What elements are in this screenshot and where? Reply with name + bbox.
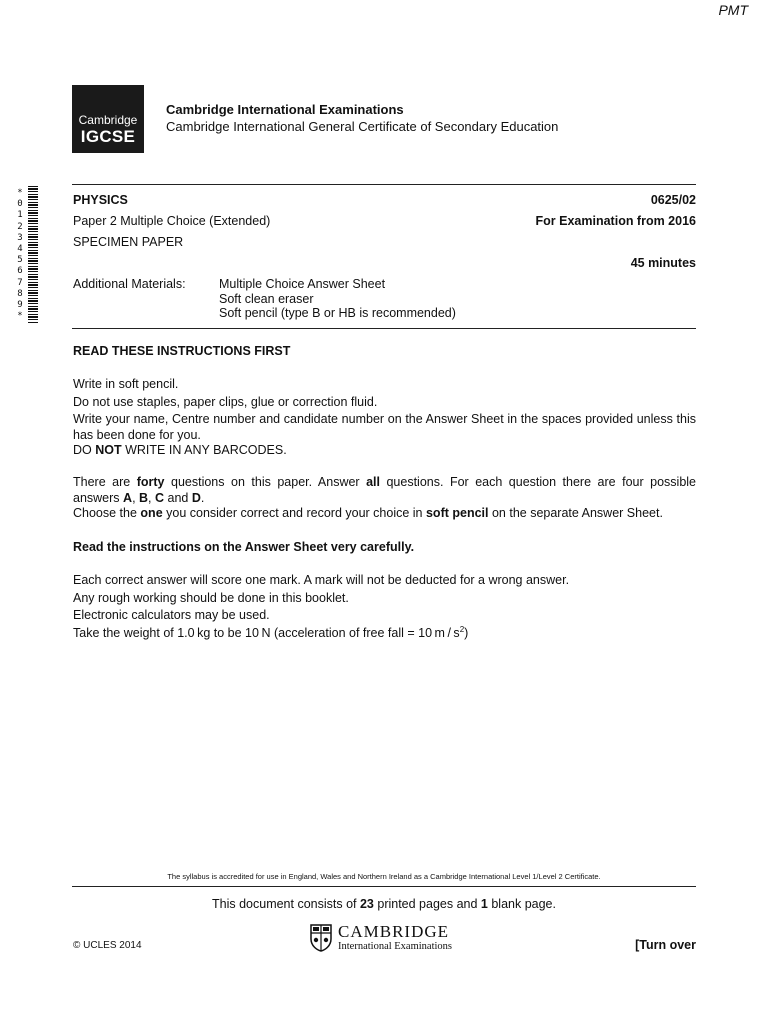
barcode-digit: 9: [17, 300, 23, 311]
logo-line-igcse: IGCSE: [80, 127, 136, 146]
barcode-digit: 7: [17, 277, 23, 288]
barcode-digit: 5: [17, 255, 23, 266]
footer-divider: [72, 886, 696, 887]
read-answer-sheet: Read the instructions on the Answer Sheet very carefully.: [73, 540, 415, 554]
instructions-block-1: [73, 377, 696, 459]
barcode-digit: 3: [17, 232, 23, 243]
barcode-digits: [15, 188, 25, 322]
instruction-forty: There are forty questions on this paper. Answer all questions. For each question there are four possible answers A, B, C and D.: [73, 475, 696, 505]
instruction-line: Each correct answer will score one mark. A mark will not be deducted for a wrong answer.: [73, 573, 570, 587]
logo-line-cambridge: Cambridge: [78, 113, 138, 127]
cambridge-wordmark: [310, 922, 452, 954]
instructions-block-2: [73, 475, 696, 522]
header-qualification: Cambridge International General Certificate of Secondary Education: [166, 119, 559, 134]
barcode-digit: 1: [17, 210, 23, 221]
instruction-barcodes: DO NOT WRITE IN ANY BARCODES.: [73, 443, 287, 457]
subject: PHYSICS: [73, 193, 128, 207]
cambridge-name: CAMBRIDGE: [338, 922, 450, 941]
cambridge-subtitle: International Examinations: [338, 941, 453, 952]
top-divider: [72, 184, 696, 185]
barcode-digit: 8: [17, 288, 23, 299]
barcode-digit: *: [17, 311, 23, 322]
accreditation-note: The syllabus is accredited for use in England, Wales and Northern Ireland as a Cambridge International Level 1/Level 2 Certificate.: [167, 872, 601, 881]
instruction-line: Write in soft pencil.: [73, 377, 179, 391]
instruction-line: Write your name, Centre number and candidate number on the Answer Sheet in the spaces provided unless this has been done for you.: [73, 412, 696, 442]
cambridge-crest-icon: [310, 924, 332, 952]
materials-item: Soft clean eraser: [219, 292, 314, 306]
header-org: Cambridge International Examinations: [166, 102, 404, 117]
pmt-tag: PMT: [718, 2, 748, 18]
instruction-line: Do not use staples, paper clips, glue or correction fluid.: [73, 394, 378, 409]
page-count: This document consists of 23 printed pages and 1 blank page.: [212, 897, 556, 911]
barcode-digit: 6: [17, 266, 23, 277]
paper-title: Paper 2 Multiple Choice (Extended): [73, 214, 271, 228]
materials-item: Soft pencil (type B or HB is recommended): [219, 306, 456, 320]
paper-type: SPECIMEN PAPER: [73, 235, 184, 249]
turn-over: [Turn over: [635, 938, 696, 952]
barcode-digit: 2: [17, 221, 23, 232]
instructions-heading: READ THESE INSTRUCTIONS FIRST: [73, 344, 291, 358]
cambridge-igcse-logo: [72, 85, 144, 153]
instruction-weight: Take the weight of 1.0 kg to be 10 N (acceleration of free fall = 10 m / $s^2$): [73, 624, 469, 640]
materials-item: Multiple Choice Answer Sheet: [219, 277, 386, 291]
barcode-digit: 0: [17, 199, 23, 210]
instruction-choose: Choose the one you consider correct and record your choice in soft pencil on the separate Answer Sheet.: [73, 506, 663, 520]
paper-code: 0625/02: [650, 193, 696, 207]
copyright: © UCLES 2014: [73, 940, 142, 951]
duration: 45 minutes: [630, 256, 696, 270]
instruction-line: Electronic calculators may be used.: [73, 608, 270, 622]
instruction-line: Any rough working should be done in this booklet.: [73, 590, 349, 605]
candidate-barcode: [28, 186, 38, 324]
materials-label: Additional Materials:: [73, 277, 186, 291]
instructions-block-3: [73, 573, 696, 641]
barcode-digit: 4: [17, 244, 23, 255]
exam-from: For Examination from 2016: [535, 214, 696, 228]
barcode-digit: *: [17, 188, 23, 198]
mid-divider: [72, 328, 696, 329]
